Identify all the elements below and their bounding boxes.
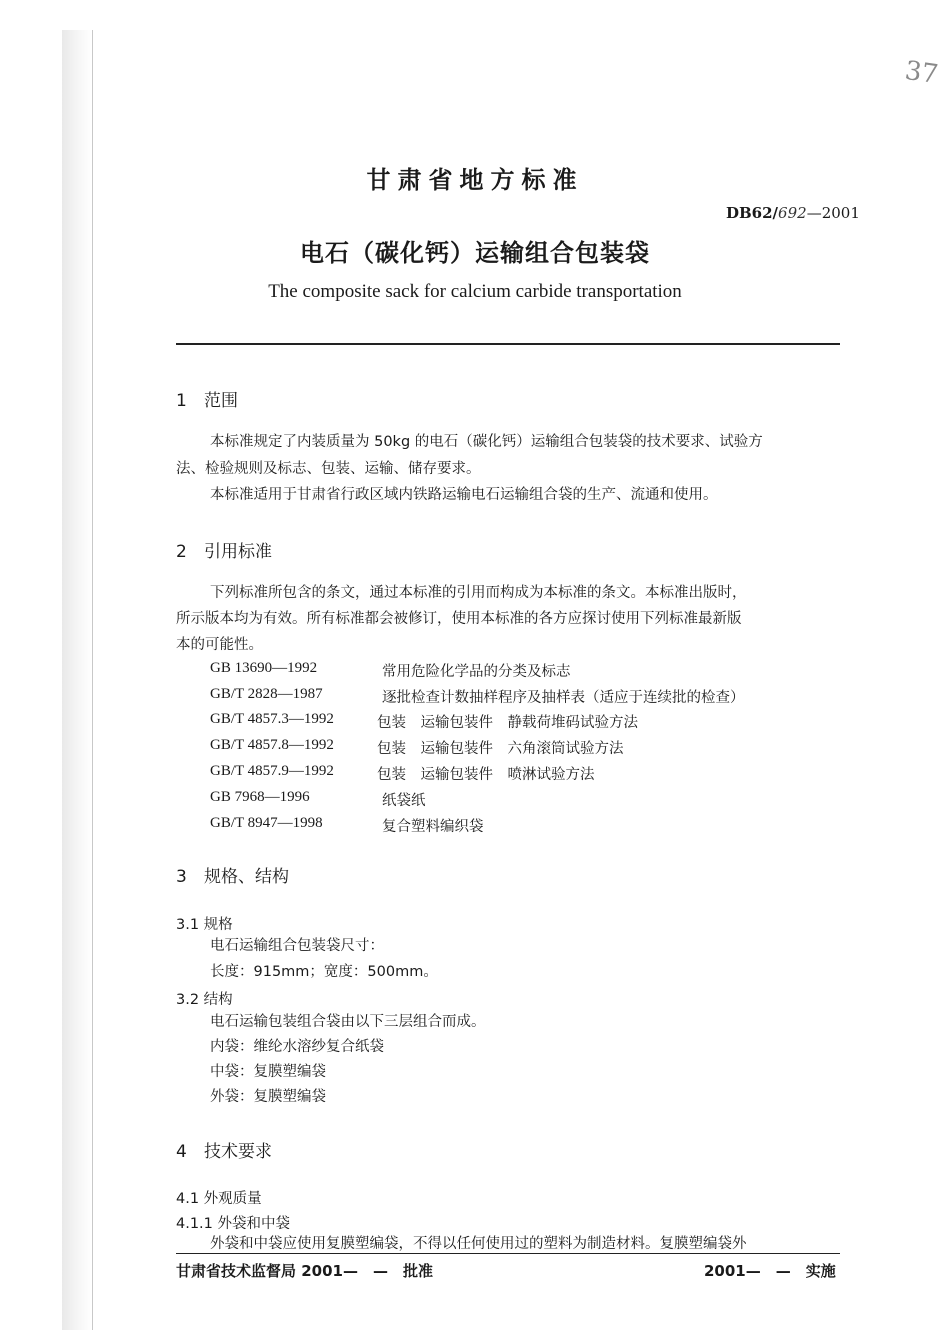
subsection-4-1 xyxy=(176,1187,262,1208)
reference-code: GB 7968—1996 xyxy=(210,789,310,805)
reference-code: GB/T 4857.3—1992 xyxy=(210,711,334,727)
reference-code: GB/T 8947—1998 xyxy=(210,815,323,831)
code-year: —2001 xyxy=(806,204,860,222)
section-2-heading xyxy=(176,537,272,562)
subsection-title: 规格 xyxy=(203,917,233,933)
subsection-3-1 xyxy=(176,913,233,934)
scope-paragraph-1-line-2: 法、检验规则及标志、包装、运输、储存要求。 xyxy=(176,461,481,477)
references-intro-line-2: 所示版本均为有效。所有标准都会被修订，使用本标准的各方应探讨使用下列标准最新版 xyxy=(176,611,742,627)
code-prefix: DB62/ xyxy=(726,204,779,222)
effective-date: 2001— — 实施 xyxy=(704,1262,836,1280)
issuer-approval: 甘肃省技术监督局 2001— — 批准 xyxy=(176,1262,433,1280)
reference-title: 常用危险化学品的分类及标志 xyxy=(382,664,571,680)
scan-shadow-edge xyxy=(62,30,92,1330)
reference-title: 包装 运输包装件 六角滚筒试验方法 xyxy=(377,741,624,757)
document-title-cn: 电石（碳化钙）运输组合包装袋 xyxy=(300,239,650,267)
footer-divider xyxy=(176,1253,840,1254)
reference-code: GB/T 4857.9—1992 xyxy=(210,763,334,779)
section-number: 2 xyxy=(176,542,187,562)
subsection-number: 3.2 xyxy=(176,992,200,1008)
references-intro-line-3: 本的可能性。 xyxy=(176,637,263,653)
reference-title: 纸袋纸 xyxy=(382,793,426,809)
reference-title: 包装 运输包装件 静载荷堆码试验方法 xyxy=(377,715,638,731)
subsection-3-2 xyxy=(176,988,233,1009)
scan-binding-line xyxy=(92,30,93,1330)
section-number: 4 xyxy=(176,1142,187,1162)
section-4-heading xyxy=(176,1137,272,1162)
scope-paragraph-1-line-1: 本标准规定了内装质量为 50kg 的电石（碳化钙）运输组合包装袋的技术要求、试验方 xyxy=(210,434,763,450)
reference-title: 包装 运输包装件 喷淋试验方法 xyxy=(377,767,595,783)
structure-inner-bag: 内袋：维纶水溶纱复合纸袋 xyxy=(210,1039,384,1055)
subsection-number: 4.1 xyxy=(176,1191,200,1207)
subsection-title: 外袋和中袋 xyxy=(217,1216,291,1232)
handwritten-page-mark: 37 xyxy=(903,55,941,91)
section-number: 3 xyxy=(176,867,187,887)
section-1-heading xyxy=(176,386,238,411)
reference-code: GB/T 2828—1987 xyxy=(210,686,323,702)
section-number: 1 xyxy=(176,391,187,411)
reference-title: 复合塑料编织袋 xyxy=(382,819,484,835)
section-title: 规格、结构 xyxy=(204,867,289,887)
title-divider xyxy=(176,343,840,345)
size-value: 长度：915mm；宽度：500mm。 xyxy=(210,964,438,980)
section-title: 引用标准 xyxy=(204,542,272,562)
structure-middle-bag: 中袋：复膜塑编袋 xyxy=(210,1064,326,1080)
document-title-en: The composite sack for calcium carbide transportation xyxy=(268,281,682,302)
reference-code: GB 13690—1992 xyxy=(210,660,318,676)
reference-title: 逐批检查计数抽样程序及抽样表（适应于连续批的检查） xyxy=(382,690,745,706)
section-title: 范围 xyxy=(204,391,238,411)
structure-outer-bag: 外袋：复膜塑编袋 xyxy=(210,1089,326,1105)
standard-type-heading: 甘肃省地方标准 xyxy=(366,166,584,194)
reference-code: GB/T 4857.8—1992 xyxy=(210,737,334,753)
section-3-heading xyxy=(176,862,289,887)
standard-code xyxy=(726,204,860,222)
subsection-number: 4.1.1 xyxy=(176,1216,213,1232)
references-intro-line-1: 下列标准所包含的条文，通过本标准的引用而构成为本标准的条文。本标准出版时， xyxy=(210,585,747,601)
scope-paragraph-2: 本标准适用于甘肃省行政区域内铁路运输电石运输组合袋的生产、流通和使用。 xyxy=(210,487,718,503)
code-number-handwritten: 692 xyxy=(778,204,807,222)
subsection-title: 外观质量 xyxy=(203,1191,262,1207)
size-label: 电石运输组合包装袋尺寸： xyxy=(210,938,384,954)
subsection-4-1-1 xyxy=(176,1212,290,1233)
subsection-number: 3.1 xyxy=(176,917,200,933)
section-title: 技术要求 xyxy=(204,1142,272,1162)
structure-intro: 电石运输包装组合袋由以下三层组合而成。 xyxy=(210,1014,486,1030)
subsection-title: 结构 xyxy=(203,992,233,1008)
outer-middle-bag-paragraph: 外袋和中袋应使用复膜塑编袋，不得以任何使用过的塑料为制造材料。复膜塑编袋外 xyxy=(210,1236,747,1252)
